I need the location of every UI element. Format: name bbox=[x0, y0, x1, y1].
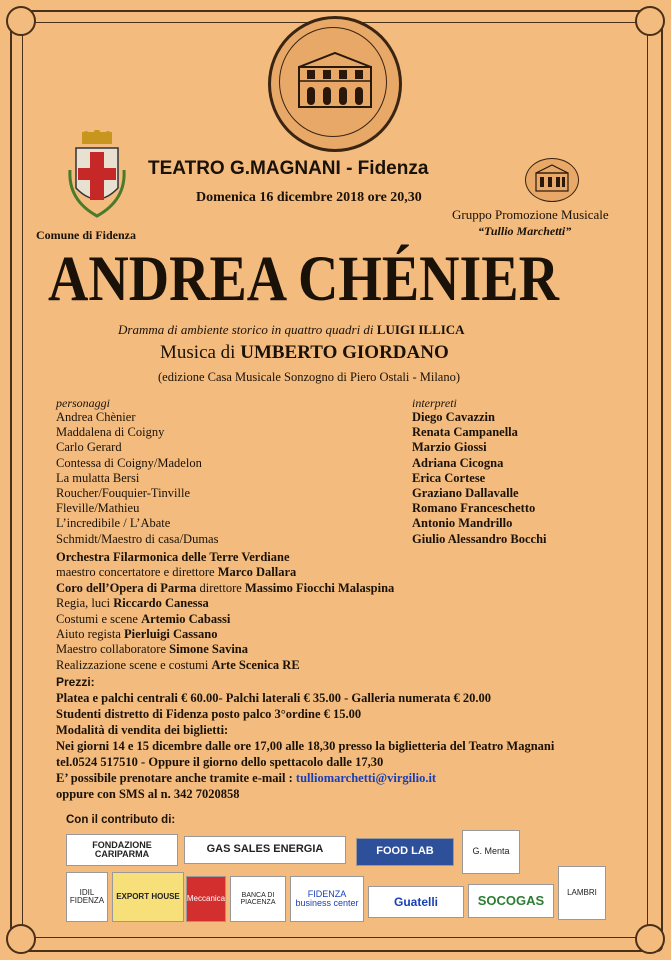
sale-header: Modalità di vendita dei biglietti: bbox=[56, 723, 229, 737]
prices-line: Platea e palchi centrali € 60.00- Palchi laterali € 35.00 - Galleria numerata € 20.00 bbox=[56, 691, 491, 705]
students-line: Studenti distretto di Fidenza posto palco 3°ordine € 15.00 bbox=[56, 707, 362, 721]
sponsor-logo: FIDENZA business center bbox=[290, 876, 364, 922]
credit-line: Regia, luci Riccardo Canessa bbox=[56, 596, 209, 611]
corner-ornament bbox=[635, 6, 665, 36]
opera-title: ANDREA CHÉNIER bbox=[48, 243, 559, 315]
performer-item: Adriana Cicogna bbox=[412, 455, 504, 470]
group-name: Gruppo Promozione Musicale bbox=[452, 207, 609, 222]
roles-header: personaggi bbox=[56, 396, 110, 410]
performer-item: Antonio Mandrillo bbox=[412, 516, 513, 531]
performer-item: Graziano Dallavalle bbox=[412, 486, 519, 500]
credit-line: Coro dell’Opera di Parma direttore Massimo Fiocchi Malaspina bbox=[56, 580, 395, 595]
musica-line: Musica di UMBERTO GIORDANO bbox=[160, 342, 449, 363]
sponsor-logo: SOCOGAS bbox=[468, 884, 554, 918]
sale-phone: tel.0524 517510 - Oppure il giorno dello spettacolo dalle 17,30 bbox=[56, 755, 384, 769]
prices-header: Prezzi: bbox=[56, 675, 95, 689]
role-item: Contessa di Coigny/Madelon bbox=[56, 455, 202, 470]
credit-line: Costumi e scene Artemio Cabassi bbox=[56, 611, 231, 626]
comune-crest-icon bbox=[66, 130, 128, 222]
sponsor-logo: Meccanica bbox=[186, 876, 226, 922]
sponsor-logo: FONDAZIONE CARIPARMA bbox=[66, 834, 178, 866]
performers-header: interpreti bbox=[412, 396, 457, 410]
email-link[interactable]: tulliomarchetti@virgilio.it bbox=[295, 771, 437, 785]
credit-line: Aiuto regista Pierluigi Cassano bbox=[56, 627, 218, 641]
group-name-tullio: “Tullio Marchetti” bbox=[478, 224, 572, 238]
credit-line: maestro concertatore e direttore Marco Dallara bbox=[56, 565, 297, 580]
credit-line: Maestro collaboratore Simone Savina bbox=[56, 642, 248, 657]
corner-ornament bbox=[6, 6, 36, 36]
role-item: L’incredibile / L’Abate bbox=[56, 516, 171, 531]
dramma-line: Dramma di ambiente storico in quattro quadri di LUIGI ILLICA bbox=[118, 322, 465, 337]
sponsor-logo: Guatelli bbox=[368, 886, 464, 918]
sms-line: oppure con SMS al n. 342 7020858 bbox=[56, 787, 240, 801]
role-item: Andrea Chènier bbox=[56, 410, 136, 424]
sponsor-logo: BANCA DI PIACENZA bbox=[230, 876, 286, 922]
credit-line: Orchestra Filarmonica delle Terre Verdiane bbox=[56, 550, 290, 564]
performer-item: Erica Cortese bbox=[412, 470, 486, 485]
performer-item: Romano Franceschetto bbox=[412, 501, 536, 516]
sponsor-logo: EXPORT HOUSE bbox=[112, 872, 184, 922]
performer-item: Giulio Alessandro Bocchi bbox=[412, 531, 547, 546]
role-item: Schmidt/Maestro di casa/Dumas bbox=[56, 531, 219, 546]
performer-item: Marzio Giossi bbox=[412, 440, 487, 455]
performer-item: Renata Campanella bbox=[412, 425, 518, 440]
performer-item: Diego Cavazzin bbox=[412, 410, 495, 424]
sponsors-header: Con il contributo di: bbox=[66, 814, 176, 826]
sponsor-logo: FOOD LAB bbox=[356, 838, 454, 866]
email-line: E’ possibile prenotare anche tramite e-mail : tulliomarchetti@virgilio.it bbox=[56, 771, 437, 785]
corner-ornament bbox=[6, 924, 36, 954]
theatre-title: TEATRO G.MAGNANI - Fidenza bbox=[148, 158, 429, 179]
role-item: Fleville/Mathieu bbox=[56, 501, 140, 516]
role-item: Roucher/Fouquier-Tinville bbox=[56, 486, 191, 500]
sponsor-logo: LAMBRI bbox=[558, 866, 606, 920]
sponsor-logo: G. Menta bbox=[462, 830, 520, 874]
corner-ornament bbox=[635, 924, 665, 954]
role-item: La mulatta Bersi bbox=[56, 470, 140, 485]
role-item: Carlo Gerard bbox=[56, 440, 122, 455]
edizione-line: (edizione Casa Musicale Sonzogno di Piero Ostali - Milano) bbox=[158, 370, 461, 384]
small-theatre-icon bbox=[525, 158, 579, 202]
comune-label: Comune di Fidenza bbox=[36, 228, 137, 242]
theatre-medallion-icon bbox=[268, 16, 402, 152]
role-item: Maddalena di Coigny bbox=[56, 425, 165, 440]
event-date: Domenica 16 dicembre 2018 ore 20,30 bbox=[196, 190, 422, 205]
sponsor-logo: GAS SALES ENERGIA bbox=[184, 836, 346, 864]
sale-days: Nei giorni 14 e 15 dicembre dalle ore 17,00 alle 18,30 presso la biglietteria del Teatro Magnani bbox=[56, 739, 555, 753]
credit-line: Realizzazione scene e costumi Arte Scenica RE bbox=[56, 657, 300, 672]
sponsor-logo: IDIL FIDENZA bbox=[66, 872, 108, 922]
